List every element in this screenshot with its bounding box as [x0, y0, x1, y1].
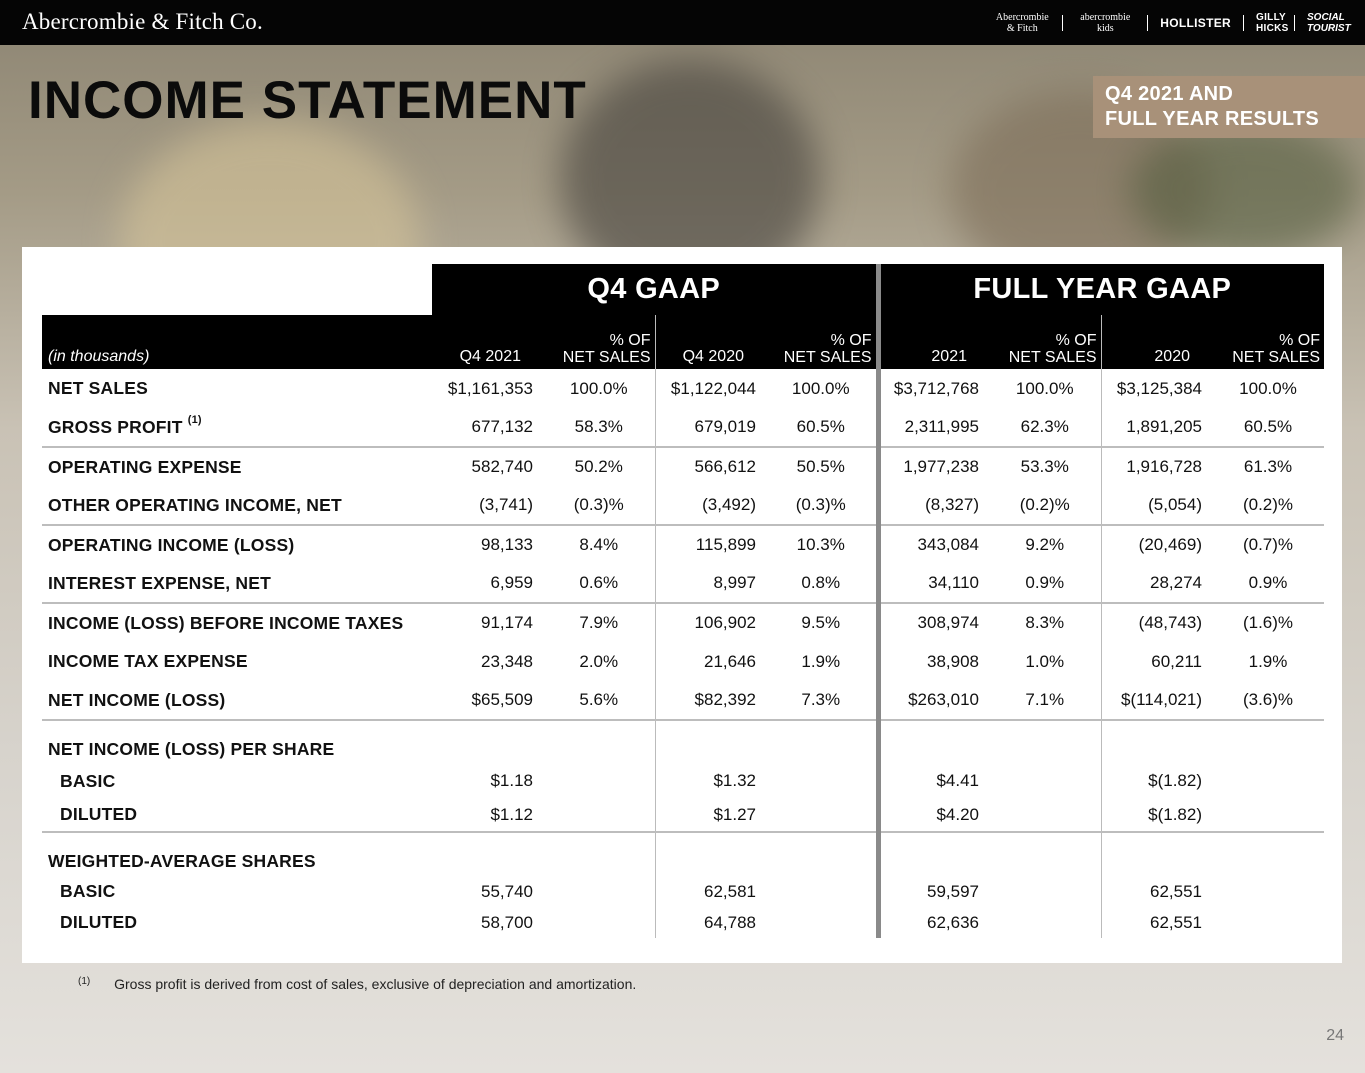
column-header: % OF NET SALES [1212, 315, 1324, 369]
table-cell: (5,054) [1101, 486, 1212, 525]
brand-logo-hollister: HOLLISTER [1160, 15, 1231, 30]
table-cell: 60,211 [1101, 642, 1212, 681]
table-row [42, 907, 1324, 938]
row-label: GROSS PROFIT $^{(1)}$ [42, 408, 432, 447]
table-cell: $1,122,044 [655, 369, 766, 408]
table-cell: 58.3% [543, 408, 655, 447]
row-label: BASIC [60, 881, 116, 901]
table-cell: (3,741) [432, 486, 543, 525]
table-cell: $3,712,768 [878, 369, 989, 408]
income-statement-table [42, 264, 1324, 938]
table-cell: 106,902 [655, 603, 766, 642]
table-cell: 7.3% [766, 681, 878, 720]
row-label: NET SALES [48, 378, 149, 398]
footnote [78, 976, 636, 992]
table-cell: $1.27 [655, 798, 766, 832]
table-cell: $4.20 [878, 798, 989, 832]
table-cell: 0.9% [1212, 564, 1324, 603]
table-cell: (1.6)% [1242, 613, 1294, 632]
row-label: OPERATING INCOME (LOSS) [48, 534, 295, 555]
table-cell: 60.5% [766, 408, 878, 447]
row-label: NET INCOME (LOSS) [42, 681, 432, 720]
table-cell: (3,492) [655, 486, 766, 525]
table-cell: 100.0% [791, 378, 850, 398]
footnote-ref: (1) [187, 413, 202, 426]
table-cell: $4.41 [878, 764, 989, 798]
table-cell: 61.3% [1243, 457, 1293, 476]
table-cell: 8.3% [1025, 613, 1065, 632]
table-cell: 582,740 [471, 457, 533, 476]
table-cell: 1,916,728 [1101, 447, 1212, 486]
column-header: % OF NET SALES [543, 315, 655, 369]
corp-logo: Abercrombie & Fitch Co. [22, 9, 263, 34]
table-cell: (0.3)% [766, 486, 878, 525]
table-row [42, 876, 1324, 907]
group-header-q4: Q4 GAAP [432, 264, 878, 315]
table-cell: (0.3)% [543, 486, 655, 525]
table-cell: 7.9% [579, 613, 619, 632]
table-cell: $1,161,353 [447, 378, 533, 398]
table-cell: (0.2)% [989, 486, 1101, 525]
table-cell: 1,891,205 [1101, 408, 1212, 447]
column-header: 2021 [878, 315, 989, 369]
table-row [42, 447, 1324, 486]
table-cell: 0.6% [543, 564, 655, 603]
column-header: % OF NET SALES [989, 315, 1101, 369]
table-cell: 100.0% [1239, 378, 1297, 398]
table-cell: 2.0% [579, 651, 619, 671]
table-cell: 0.8% [766, 564, 878, 603]
table-cell: 62,636 [878, 907, 989, 938]
table-row [42, 798, 1324, 832]
brand-logo-social-tourist: SOCIAL TOURIST [1307, 12, 1351, 34]
table-row [42, 486, 1324, 525]
brand-logo-abercrombie-fitch: Abercrombie & Fitch [995, 12, 1049, 34]
table-cell: (0.2)% [1212, 486, 1324, 525]
table-cell: 9.5% [801, 613, 841, 632]
section-heading-shares: WEIGHTED-AVERAGE SHARES [48, 851, 316, 871]
table-row [42, 564, 1324, 603]
column-header: Q4 2021 [432, 315, 543, 369]
page-title: INCOME STATEMENT [28, 71, 587, 130]
table-cell: 566,612 [655, 447, 766, 486]
results-badge [1093, 76, 1365, 138]
table-row [42, 681, 1324, 720]
table-row [42, 525, 1324, 564]
table-cell: 0.9% [989, 564, 1101, 603]
column-header: 2020 [1101, 315, 1212, 369]
table-cell: 1.9% [801, 651, 841, 671]
table-cell: $(1.82) [1101, 764, 1212, 798]
table-cell: $(114,021) [1101, 681, 1212, 720]
table-cell: 91,174 [481, 613, 533, 632]
table-cell: (48,743) [1101, 603, 1212, 642]
table-cell: 53.3% [1020, 457, 1069, 476]
table-cell: 5.6% [543, 681, 655, 720]
row-label: INCOME TAX EXPENSE [48, 651, 248, 671]
table-cell: (20,469) [1101, 525, 1212, 564]
table-cell: (0.7)% [1242, 535, 1294, 554]
table-corner [42, 264, 432, 315]
badge-line-2: FULL YEAR RESULTS [1105, 108, 1320, 130]
row-label: INCOME (LOSS) BEFORE INCOME TAXES [48, 612, 404, 633]
table-cell: 1.9% [1248, 651, 1288, 671]
row-label: BASIC [60, 770, 116, 791]
row-label: OTHER OPERATING INCOME, NET [42, 486, 432, 525]
table-cell: 1,977,238 [878, 447, 989, 486]
table-cell: 62,551 [1101, 876, 1212, 907]
table-cell: 50.5% [796, 457, 845, 476]
table-cell: 21,646 [655, 642, 766, 681]
table-cell: 1.0% [1025, 651, 1065, 671]
table-cell: 62.3% [989, 408, 1101, 447]
table-cell: $1.32 [655, 764, 766, 798]
table-row [42, 408, 1324, 447]
section-heading-eps: NET INCOME (LOSS) PER SHARE [48, 739, 335, 759]
badge-line-1: Q4 2021 AND [1105, 83, 1234, 105]
table-cell: 100.0% [569, 378, 628, 398]
table-cell: 677,132 [432, 408, 543, 447]
table-cell: (3.6)% [1212, 681, 1324, 720]
table-cell: $65,509 [432, 681, 543, 720]
table-cell: 7.1% [989, 681, 1101, 720]
table-cell: 8,997 [655, 564, 766, 603]
table-cell: 55,740 [481, 881, 533, 901]
table-cell: 6,959 [432, 564, 543, 603]
row-label: INTEREST EXPENSE, NET [42, 564, 432, 603]
brand-logos [982, 10, 1351, 36]
footnote-text: Gross profit is derived from cost of sales, exclusive of depreciation and amortization. [114, 976, 637, 992]
brand-logo-gilly-hicks: GILLY HICKS [1256, 12, 1289, 34]
table-row [42, 764, 1324, 798]
table-cell: 115,899 [655, 525, 766, 564]
row-label: DILUTED [60, 912, 138, 932]
section-heading-row [42, 832, 1324, 876]
table-cell: 64,788 [655, 907, 766, 938]
table-cell: 2,311,995 [878, 408, 989, 447]
table-cell: 10.3% [796, 535, 845, 554]
table-cell: 308,974 [878, 603, 989, 642]
table-cell: $82,392 [655, 681, 766, 720]
table-cell: 343,084 [878, 525, 989, 564]
table-row [42, 369, 1324, 408]
row-label: DILUTED [42, 798, 432, 832]
table-cell: $3,125,384 [1101, 369, 1212, 408]
table-cell: 28,274 [1101, 564, 1212, 603]
income-table-panel [22, 247, 1342, 963]
table-cell: 50.2% [574, 457, 623, 476]
table-cell: 34,110 [878, 564, 989, 603]
table-cell: 98,133 [481, 535, 533, 554]
unit-label: (in thousands) [42, 315, 432, 369]
section-heading-row [42, 720, 1324, 764]
table-cell: $(1.82) [1101, 798, 1212, 832]
table-cell: 679,019 [655, 408, 766, 447]
table-cell: 62,551 [1101, 907, 1212, 938]
table-row [42, 642, 1324, 681]
row-label: OPERATING EXPENSE [48, 456, 242, 477]
table-cell: 38,908 [878, 642, 989, 681]
table-cell: $1.18 [490, 771, 533, 790]
table-row [42, 603, 1324, 642]
column-header: % OF NET SALES [766, 315, 878, 369]
table-cell: 62,581 [655, 876, 766, 907]
page-number: 24 [1326, 1027, 1344, 1044]
brand-logo-abercrombie-kids: abercrombie kids [1080, 12, 1131, 34]
background-photo-trees [1130, 120, 1360, 260]
table-cell: 60.5% [1212, 408, 1324, 447]
table-cell: 8.4% [579, 535, 619, 554]
table-cell: 100.0% [1015, 378, 1074, 398]
table-cell: 59,597 [878, 876, 989, 907]
table-cell: 58,700 [481, 912, 533, 932]
column-header: Q4 2020 [655, 315, 766, 369]
table-cell: 23,348 [481, 651, 533, 671]
table-cell: $263,010 [878, 681, 989, 720]
top-bar [0, 0, 1365, 45]
table-cell: (8,327) [878, 486, 989, 525]
group-header-full-year: FULL YEAR GAAP [878, 264, 1324, 315]
footnote-mark: (1) [78, 976, 91, 987]
table-cell: $1.12 [432, 798, 543, 832]
table-cell: 9.2% [1025, 535, 1065, 554]
